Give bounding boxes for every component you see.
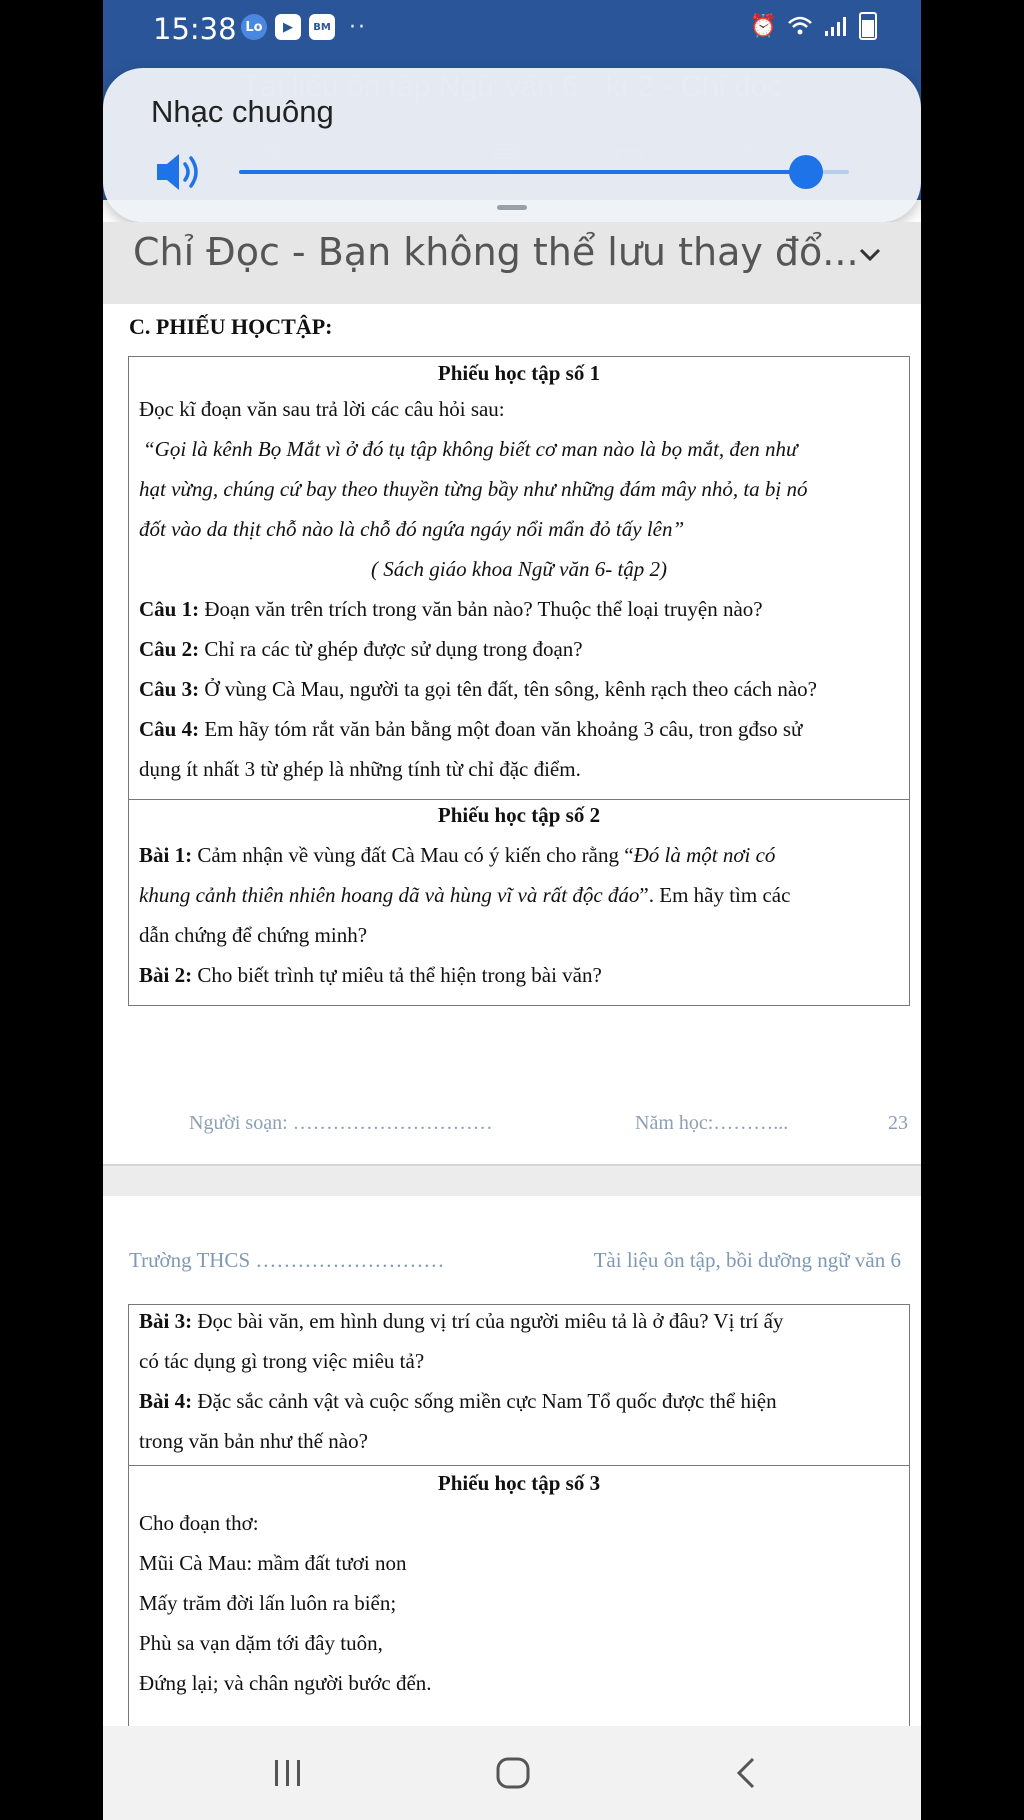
poem-line: Mấy trăm đời lấn luôn ra biển; (139, 1591, 397, 1615)
page-separator (103, 1164, 921, 1198)
speaker-icon[interactable] (155, 150, 205, 194)
read-only-text: Chỉ Đọc - Bạn không thể lưu thay đổ... (133, 230, 859, 274)
footer-year: Năm học:………... (635, 1112, 789, 1134)
navigation-bar (103, 1726, 921, 1820)
exercise-2: Bài 2: Cho biết trình tự miêu tả thể hiện trong bài văn? (139, 963, 602, 987)
footer-author: Người soạn: ………………………… (189, 1112, 493, 1134)
table-divider (129, 1465, 909, 1466)
sheet3-title: Phiếu học tập số 3 (437, 1471, 601, 1495)
quote-line-1: “Gọi là kênh Bọ Mắt vì ở đó tụ tập không biết cơ man nào là bọ mắt, đen như (143, 437, 798, 461)
phone-screen (103, 0, 921, 1820)
question-3: Câu 3: Ở vùng Cà Mau, người ta gọi tên đất, tên sông, kênh rạch theo cách nào? (139, 677, 817, 701)
recent-apps-button[interactable] (271, 1756, 305, 1790)
baomoi-icon: BM (309, 14, 335, 40)
system-icons (750, 12, 877, 40)
header-title: Tài liệu ôn tập, bồi dưỡng ngữ văn 6 (593, 1248, 901, 1272)
exercise-4-continued: trong văn bản như thế nào? (139, 1429, 368, 1453)
home-button[interactable] (495, 1756, 531, 1790)
table-divider (129, 799, 909, 800)
chevron-down-icon[interactable] (855, 240, 885, 270)
volume-slider[interactable] (239, 170, 849, 174)
question-1: Câu 1: Đoạn văn trên trích trong văn bản nào? Thuộc thể loại truyện nào? (139, 597, 763, 621)
worksheet-table-continued (128, 1304, 910, 1744)
page-number: 23 (888, 1112, 908, 1134)
exercise-1-line-3: dẫn chứng để chứng minh? (139, 923, 368, 947)
read-only-banner[interactable] (103, 222, 921, 304)
wifi-icon (787, 15, 813, 37)
more-notifications-indicator: ·· (349, 14, 367, 40)
status-time: 15:38 (153, 12, 237, 46)
quote-line-3: đốt vào da thịt chỗ nào là chỗ đó ngứa ngáy nổi mẩn đỏ tấy lên” (139, 517, 685, 541)
volume-slider-thumb[interactable] (789, 155, 823, 189)
battery-icon (859, 12, 877, 40)
exercise-3-continued: có tác dụng gì trong việc miêu tả? (139, 1349, 425, 1373)
exercise-1-line-2: khung cảnh thiên nhiên hoang dã và hùng vĩ và rất độc đáo”. Em hãy tìm các (139, 883, 791, 907)
question-4: Câu 4: Em hãy tóm rắt văn bản bằng một đoan văn khoảng 3 câu, tron gđso sử (139, 717, 803, 741)
volume-panel (103, 68, 921, 222)
sheet2-title: Phiếu học tập số 2 (437, 803, 601, 827)
quote-line-2: hạt vừng, chúng cứ bay theo thuyền từng bầy như những đám mây nhỏ, ta bị nó (139, 477, 808, 501)
poem-line: Đứng lại; và chân người bước đến. (139, 1671, 432, 1695)
header-school: Trường THCS ……………………… (129, 1248, 445, 1272)
section-heading: C. PHIẾU HỌCTẬP: (129, 314, 333, 339)
volume-label: Nhạc chuông (151, 94, 334, 129)
exercise-1: Bài 1: Cảm nhận về vùng đất Cà Mau có ý kiến cho rằng “Đó là một nơi có (139, 843, 776, 867)
exercise-3: Bài 3: Đọc bài văn, em hình dung vị trí của người miêu tả là ở đâu? Vị trí ấy (139, 1309, 784, 1333)
signal-icon (823, 15, 849, 37)
poem-line: Phù sa vạn dặm tới đây tuôn, (139, 1631, 383, 1655)
volume-slider-fill (239, 170, 806, 174)
back-button[interactable] (731, 1756, 761, 1790)
sheet1-intro: Đọc kĩ đoạn văn sau trả lời các câu hỏi sau: (139, 397, 505, 421)
poem-intro: Cho đoạn thơ: (139, 1511, 259, 1535)
poem-line: Mũi Cà Mau: mầm đất tươi non (139, 1551, 407, 1575)
youtube-icon: ▶ (275, 14, 301, 40)
alarm-icon: ⏰ (749, 13, 777, 39)
worksheet-table (128, 356, 910, 1006)
quote-source: ( Sách giáo khoa Ngữ văn 6- tập 2) (370, 557, 668, 581)
sheet1-title: Phiếu học tập số 1 (437, 361, 601, 385)
question-2: Câu 2: Chỉ ra các từ ghép được sử dụng trong đoạn? (139, 637, 583, 661)
document-page-1 (103, 304, 921, 1164)
status-bar (103, 0, 921, 62)
question-4-continued: dụng ít nhất 3 từ ghép là những tính từ chỉ đặc điểm. (139, 757, 581, 781)
document-page-2 (103, 1196, 921, 1726)
notification-icons (241, 14, 367, 40)
lo-app-icon: Lo (241, 14, 267, 40)
panel-drag-handle[interactable] (497, 205, 527, 210)
exercise-4: Bài 4: Đặc sắc cảnh vật và cuộc sống miền cực Nam Tổ quốc được thể hiện (139, 1389, 777, 1413)
